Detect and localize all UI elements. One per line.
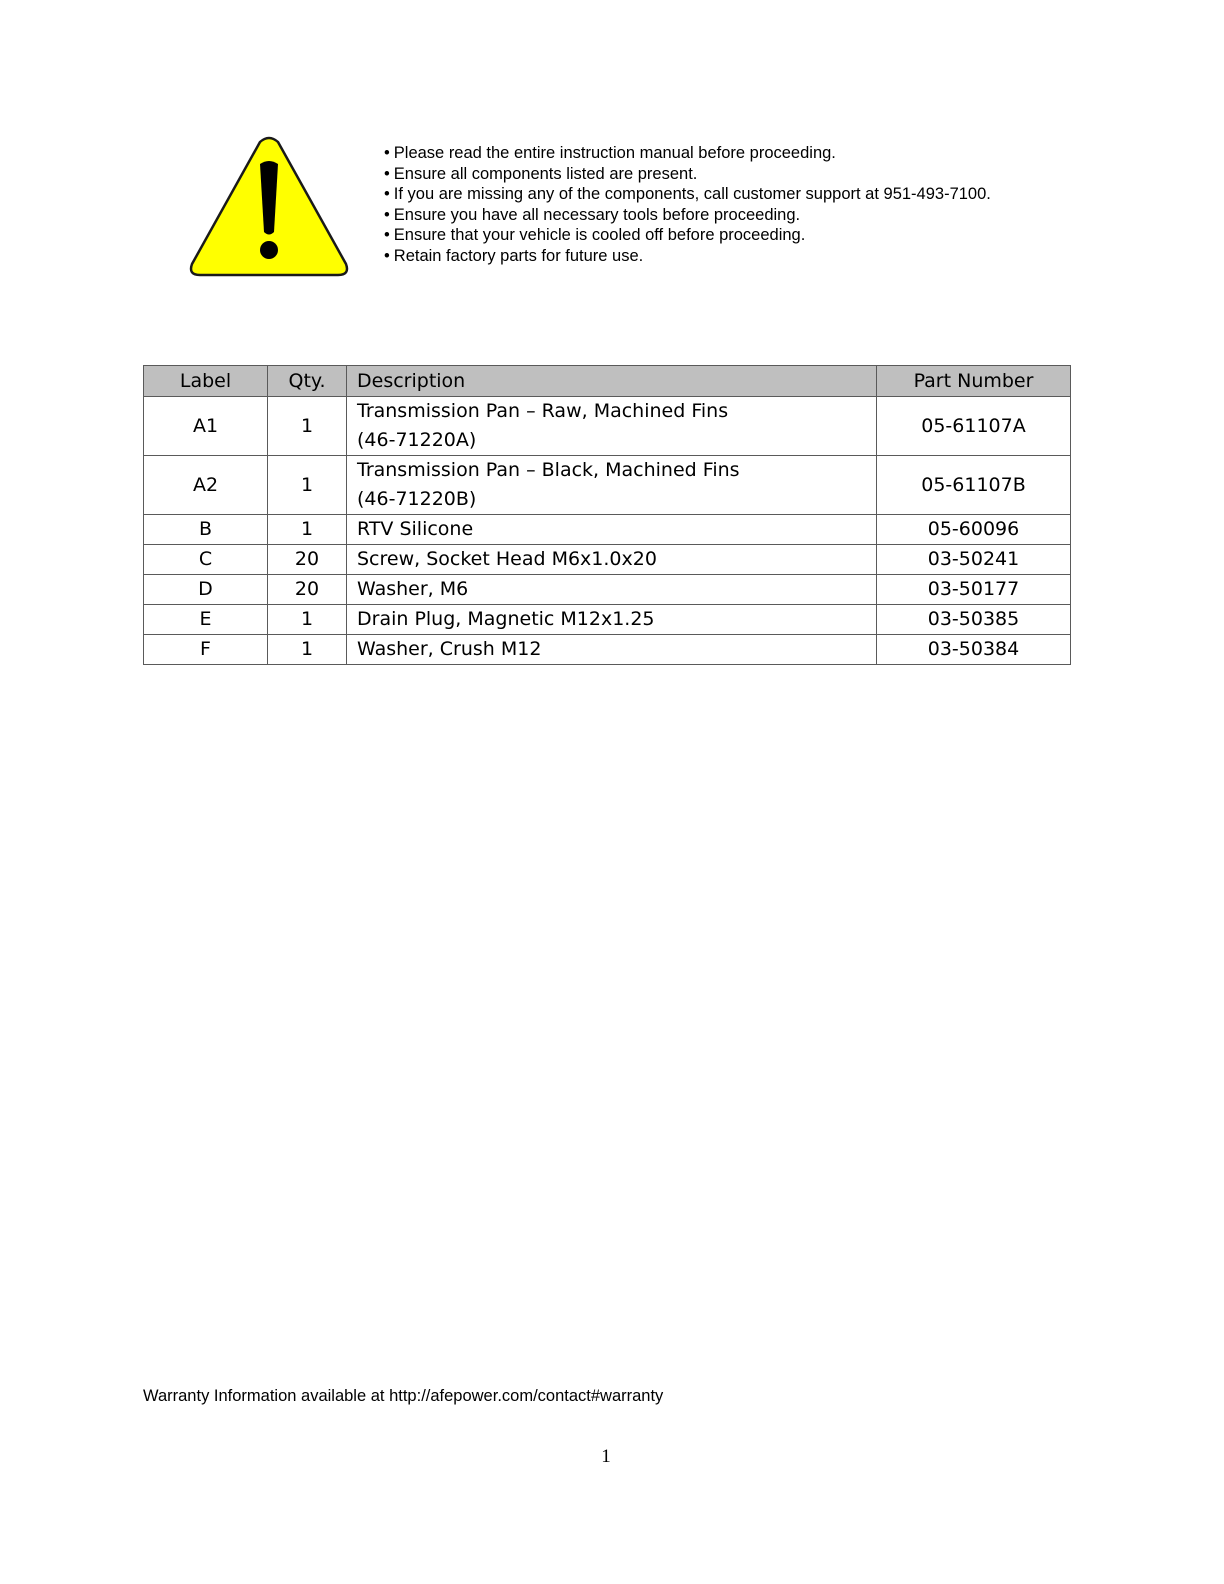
cell-label: F (144, 635, 268, 665)
cell-label: B (144, 515, 268, 545)
column-header-label: Label (144, 366, 268, 397)
precaution-text: Ensure all components listed are present. (393, 164, 698, 183)
column-header-description: Description (347, 366, 877, 397)
description-line: Transmission Pan – Raw, Machined Fins (357, 400, 729, 422)
cell-description: RTV Silicone (347, 515, 877, 545)
cell-description (347, 456, 877, 515)
cell-description: Drain Plug, Magnetic M12x1.25 (347, 605, 877, 635)
cell-qty: 1 (268, 456, 347, 515)
cell-part-number: 03-50177 (877, 575, 1071, 605)
precaution-item (384, 164, 991, 185)
bullet: • (384, 185, 390, 203)
page-number: 1 (601, 1446, 611, 1467)
cell-qty: 1 (268, 635, 347, 665)
cell-label: C (144, 545, 268, 575)
cell-part-number: 05-61107A (877, 397, 1071, 456)
cell-label: D (144, 575, 268, 605)
precaution-text: Ensure that your vehicle is cooled off before proceeding. (393, 226, 806, 244)
precaution-text: If you are missing any of the components, call customer support at 951-493-7100. (393, 185, 991, 203)
bullet: • (384, 246, 390, 265)
warranty-note: Warranty Information available at http://afepower.com/contact#warranty (143, 1387, 664, 1405)
precaution-item (384, 184, 991, 205)
cell-qty: 1 (268, 515, 347, 545)
precaution-item (384, 246, 991, 267)
cell-qty: 20 (268, 575, 347, 605)
table-row (144, 635, 1071, 665)
column-header-qty: Qty. (268, 366, 347, 397)
cell-part-number: 03-50241 (877, 545, 1071, 575)
cell-description: Screw, Socket Head M6x1.0x20 (347, 545, 877, 575)
bullet: • (384, 205, 390, 224)
column-header-part-number: Part Number (877, 366, 1071, 397)
bullet: • (384, 226, 390, 244)
precaution-item (384, 225, 991, 246)
table-row (144, 605, 1071, 635)
cell-qty: 1 (268, 605, 347, 635)
description-line: (46-71220B) (357, 488, 477, 510)
precaution-list (384, 143, 991, 266)
description-line: Transmission Pan – Black, Machined Fins (357, 459, 740, 481)
table-row (144, 515, 1071, 545)
table-row (144, 456, 1071, 515)
cell-part-number: 03-50385 (877, 605, 1071, 635)
cell-part-number: 05-61107B (877, 456, 1071, 515)
cell-description (347, 397, 877, 456)
cell-part-number: 05-60096 (877, 515, 1071, 545)
cell-description: Washer, Crush M12 (347, 635, 877, 665)
warning-triangle-icon (188, 136, 350, 278)
cell-label: E (144, 605, 268, 635)
cell-description: Washer, M6 (347, 575, 877, 605)
bullet: • (384, 164, 390, 183)
cell-part-number: 03-50384 (877, 635, 1071, 665)
table-row (144, 545, 1071, 575)
description-line: (46-71220A) (357, 429, 477, 451)
cell-qty: 20 (268, 545, 347, 575)
precaution-text: Ensure you have all necessary tools before proceeding. (393, 205, 801, 224)
table-row (144, 397, 1071, 456)
cell-label: A1 (144, 397, 268, 456)
parts-table (143, 365, 1071, 665)
precaution-item (384, 205, 991, 226)
bullet: • (384, 144, 390, 162)
table-header-row (144, 366, 1071, 397)
precaution-item (384, 143, 991, 164)
precaution-text: Retain factory parts for future use. (393, 246, 644, 265)
table-row (144, 575, 1071, 605)
cell-qty: 1 (268, 397, 347, 456)
cell-label: A2 (144, 456, 268, 515)
precaution-text: Please read the entire instruction manual before proceeding. (393, 144, 836, 162)
